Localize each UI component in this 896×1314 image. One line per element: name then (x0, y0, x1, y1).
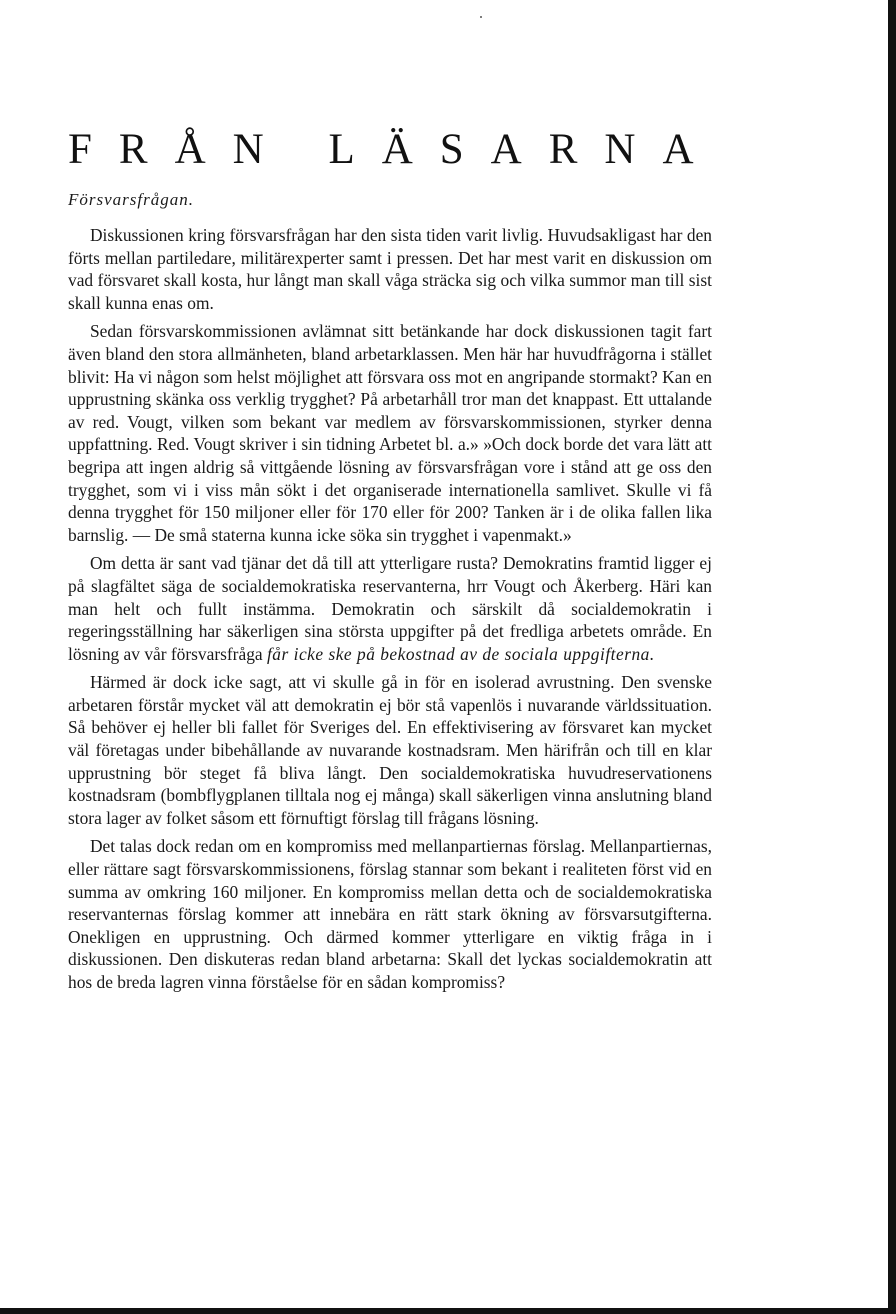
section-subtitle: Försvarsfrågan. (68, 190, 194, 209)
paragraph-4 (68, 671, 712, 829)
scan-edge-right (888, 0, 896, 1314)
paragraph-3-emphasis: får icke ske på bekostnad av de sociala uppgifterna. (266, 643, 655, 664)
scan-edge-bottom (0, 1308, 896, 1314)
paragraph-3 (68, 552, 712, 665)
paragraph-5-text: Det talas dock redan om en kompromiss med mellanpartiernas förslag. Mellanpartiernas, eller rättare sagt försvarskommissionens, förslag stannar som bekant i realiteten först vid en summa av omkring 160 miljoner. En kompromiss mellan detta och de socialdemokratiska reservanternas förslag kommer att innebära en rätt stark ökning av försvarsutgifterna. Onekligen en upprustning. Och därmed kommer ytterligare en viktig fråga in i diskussionen. Den diskuteras redan bland arbetarna: Skall det lyckas socialdemokratin att hos de breda lagren vinna förståelse för en sådan kompromiss? (68, 836, 712, 992)
paragraph-5 (68, 835, 712, 993)
paragraph-1 (68, 224, 712, 314)
page-title: FRÅN LÄSARNA (68, 126, 721, 173)
paragraph-4-text: Härmed är dock icke sagt, att vi skulle gå in för en isolerad avrustning. Den svenske arbetaren förstår mycket väl att demokratin ej bör stå vapenlös i nuvarande världssituation. Så behöver ej heller bli fallet för Sveriges del. En effektivisering av försvaret kan mycket väl företagas under bibehållande av nuvarande kostnadsram. Men härifrån och till en klar upprustning bör steget få bliva långt. Den socialdemokratiska huvudreservationens kostnadsram (bombflygplanen tilltala nog ej många) skall säkerligen vinna anslutning bland stora lager av folket såsom ett förnuftigt förslag till frågans lösning. (68, 672, 712, 828)
scan-speck (480, 16, 482, 18)
paragraph-3-text: Om detta är sant vad tjänar det då till att ytterligare rusta? Demokratins framtid ligger ej på slagfältet säga de socialdemokratiska reservanterna, hrr Vougt och Åkerberg. Häri kan man helt och fullt instämma. Demokratin och särskilt då socialdemokratin i regeringsställning har säkerligen sina största uppgifter på det fredliga arbetets område. En lösning av vår försvarsfråga (68, 553, 712, 664)
article (68, 120, 721, 1000)
paragraph-1-text: Diskussionen kring försvarsfrågan har den sista tiden varit livlig. Huvudsakligast har den förts mellan partiledare, militärexperter samt i pressen. Det har mest varit en diskussion om vad försvaret skall kosta, hur långt man skall våga sträcka sig och vilka summor man till sist skall kunna enas om. (68, 225, 712, 313)
paragraph-2 (68, 320, 712, 546)
paragraph-2-text: Sedan försvarskommissionen avlämnat sitt betänkande har dock diskussionen tagit fart även bland den stora allmänheten, bland arbetarklassen. Men här har huvudfrågorna i stället blivit: Ha vi någon som helst möjlighet att försvara oss mot en angripande stormakt? Kan en upprustning skänka oss verklig trygghet? På arbetarhåll tror man det knappast. Ett uttalande av red. Vougt, vilken som bekant var medlem av försvarskommissionen, styrker denna uppfattning. Red. Vougt skriver i sin tidning Arbetet bl. a.» »Och dock borde det vara lätt att begripa att ingen aldrig så vittgående lösning av försvarsfrågan vore i stånd att ge oss den trygghet, som vi i viss mån sökt i det organiserade internationella samlivet. Skulle vi få denna trygghet för 150 miljoner eller för 170 eller för 200? Tanken är i de olika fallen lika barnslig. — De små staterna kunna icke söka sin trygghet i vapenmakt.» (68, 321, 712, 545)
